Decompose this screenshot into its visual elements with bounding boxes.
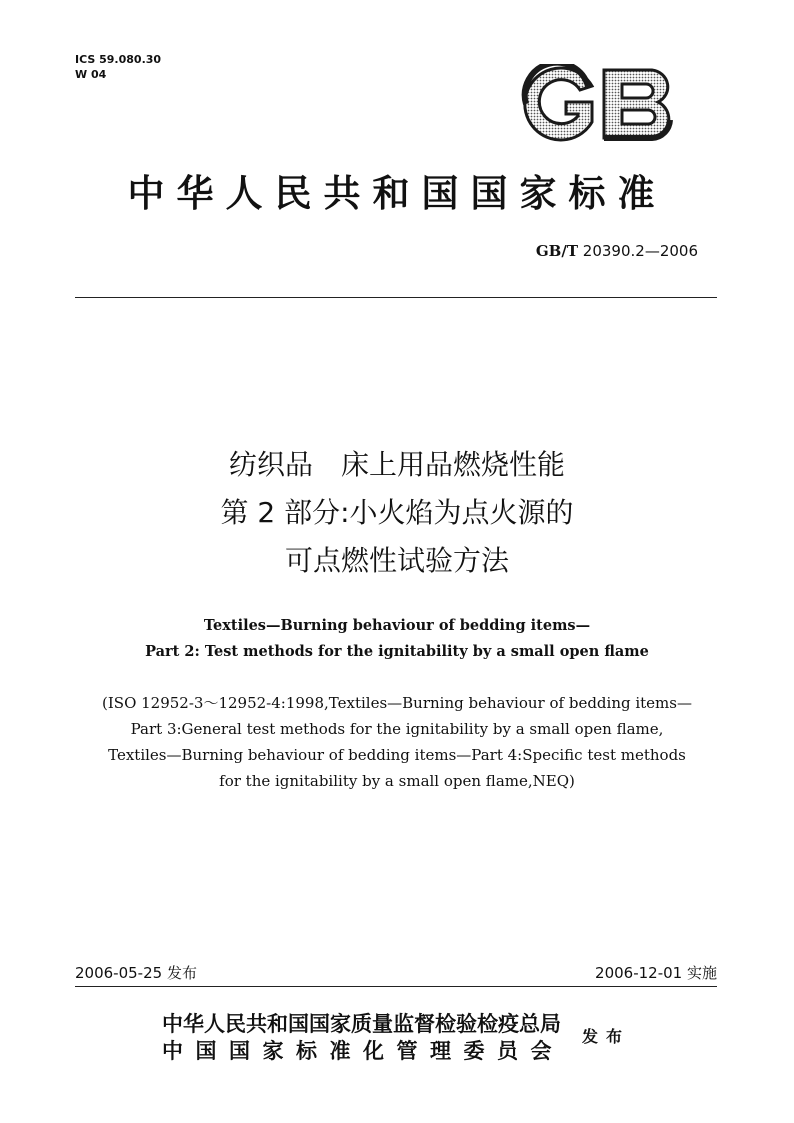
english-title-line1: Textiles—Burning behaviour of bedding items— [203,617,591,634]
publisher-sac: 中国国家标准化管理委员会 [162,1039,564,1063]
ics-code: ICS 59.080.30 [75,53,162,66]
publish-label: 发布 [582,1027,631,1046]
publisher-aqsiq: 中华人民共和国国家质量监督检验检疫总局 [162,1012,561,1036]
standard-number [536,242,698,260]
chinese-title [60,441,734,585]
chinese-title-line3: 可点燃性试验方法 [284,544,509,577]
iso-reference-line2: Part 3:General test methods for the ignitability by a small open flame, [130,720,664,738]
issue-date: 2006-05-25 发布 [75,964,197,982]
iso-reference-line4: for the ignitability by a small open flame,NEQ) [219,772,575,790]
standard-code: 20390.2—2006 [582,242,698,260]
chinese-title-line1: 纺织品 床上用品燃烧性能 [228,448,565,481]
national-standard-title: 中华人民共和国国家标准 [127,172,667,215]
standard-prefix: GB/T [535,242,579,260]
english-title-line2: Part 2: Test methods for the ignitability by a small open flame [145,643,649,660]
publishers [162,1011,564,1065]
header-divider [75,297,717,298]
gb-logo [518,64,678,144]
effective-date: 2006-12-01 实施 [595,964,717,982]
footer-divider [75,986,717,987]
classification-codes [75,52,161,82]
chinese-title-line2: 第 2 部分:小火焰为点火源的 [220,496,574,529]
iso-reference-line1: (ISO 12952-3～12952-4:1998,Textiles—Burning behaviour of bedding items— [102,694,692,712]
iso-reference-line3: Textiles—Burning behaviour of bedding items—Part 4:Specific test methods [108,746,686,764]
iso-reference [60,690,734,794]
category-code: W 04 [75,68,107,81]
english-title [60,613,734,665]
